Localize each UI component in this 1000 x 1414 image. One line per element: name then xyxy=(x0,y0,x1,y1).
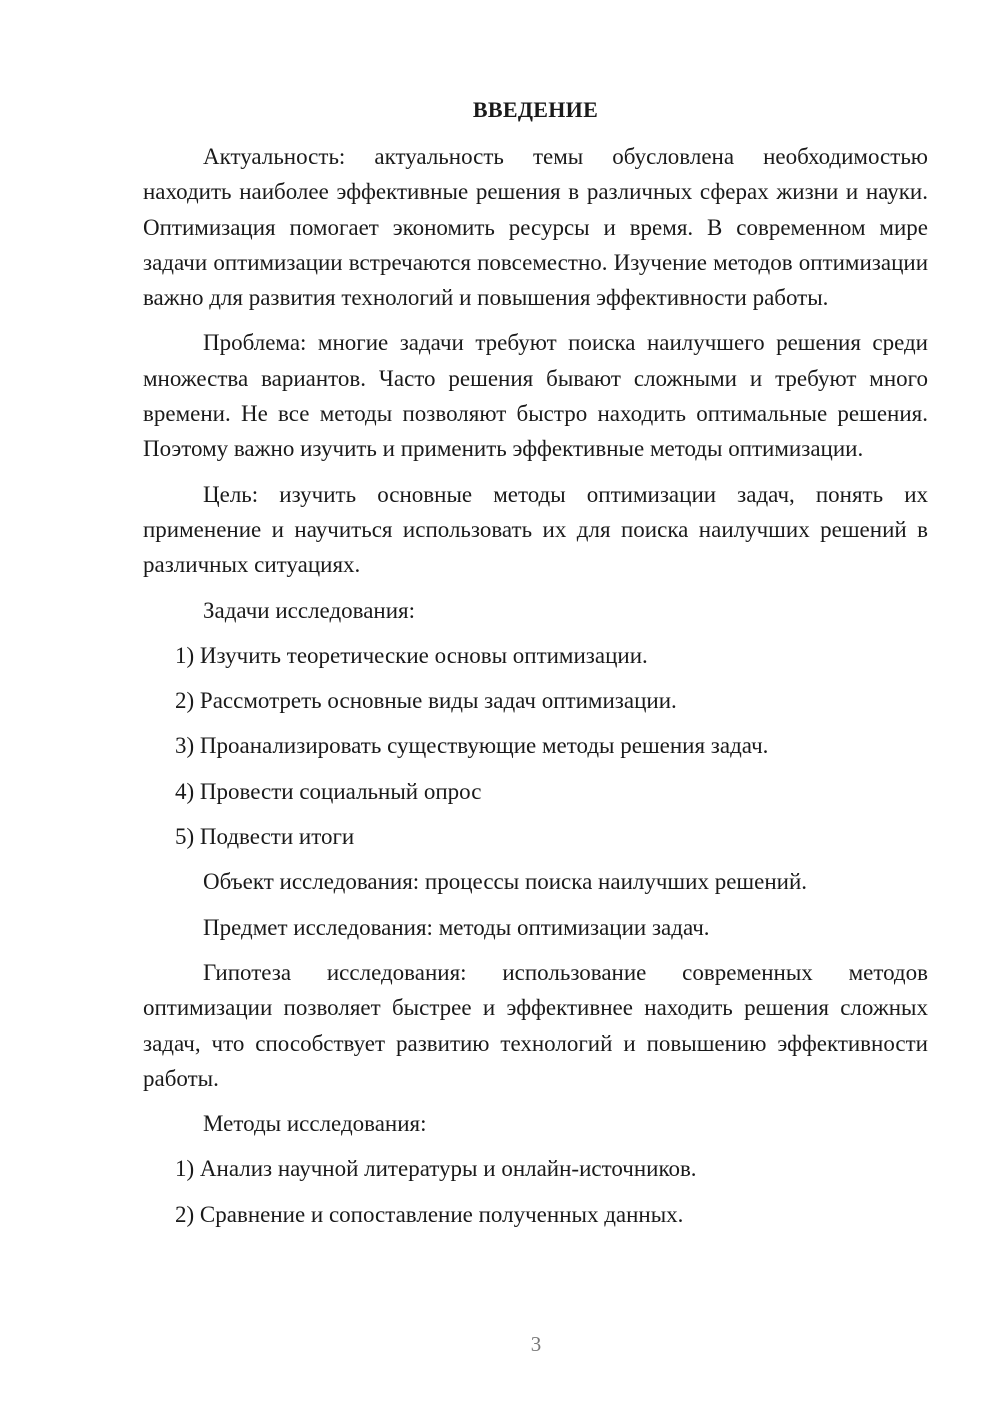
relevance-paragraph: Актуальность: актуальность темы обусловлена необходимостью находить наиболее эффективные решения в различных сферах жизни и науки. Оптимизация помогает экономить ресурсы и время. В современном мире задачи оптимизации встречаются повсеместно. Изучение методов оптимизации важно для развития технологий и повышения эффективности работы. xyxy=(143,144,928,311)
page-number: 3 xyxy=(530,1332,542,1356)
problem-paragraph: Проблема: многие задачи требуют поиска наилучшего решения среди множества вариантов. Часто решения бывают сложными и требуют много времени. Не все методы позволяют быстро находить оптимальные решения. Поэтому важно изучить и применить эффективные методы оптимизации. xyxy=(143,330,928,462)
methods-list xyxy=(143,1151,928,1231)
list-item: 2) Рассмотреть основные виды задач оптимизации. xyxy=(175,688,677,714)
tasks-heading: Задачи исследования: xyxy=(203,597,416,623)
list-item: 4) Провести социальный опрос xyxy=(175,778,482,804)
list-item: 5) Подвести итоги xyxy=(175,824,355,850)
list-item: 2) Сравнение и сопоставление полученных данных. xyxy=(175,1201,684,1227)
list-item: 1) Изучить теоретические основы оптимизации. xyxy=(175,642,648,668)
list-item: 3) Проанализировать существующие методы решения задач. xyxy=(175,733,769,759)
section-title: ВВЕДЕНИЕ xyxy=(472,97,599,122)
list-item: 1) Анализ научной литературы и онлайн-источников. xyxy=(175,1156,697,1182)
hypothesis-paragraph: Гипотеза исследования: использование современных методов оптимизации позволяет быстрее и эффективнее находить решения сложных задач, что способствует развитию технологий и повышению эффективности работы. xyxy=(143,959,928,1091)
subject-paragraph: Предмет исследования: методы оптимизации задач. xyxy=(203,914,710,940)
object-paragraph: Объект исследования: процессы поиска наилучших решений. xyxy=(203,869,807,895)
methods-heading: Методы исследования: xyxy=(203,1111,427,1137)
tasks-list xyxy=(143,638,928,854)
goal-paragraph: Цель: изучить основные методы оптимизации задач, понять их применение и научиться использовать их для поиска наилучших решений в различных ситуациях. xyxy=(143,481,928,578)
document-body xyxy=(143,92,928,1242)
